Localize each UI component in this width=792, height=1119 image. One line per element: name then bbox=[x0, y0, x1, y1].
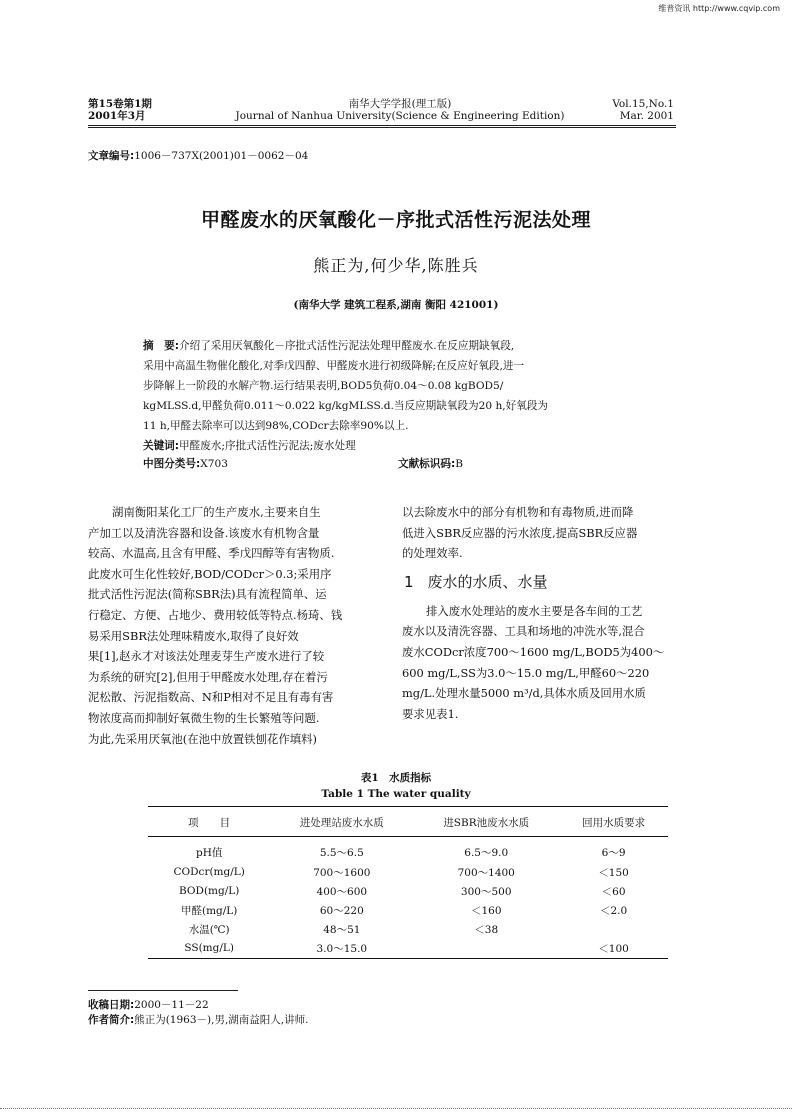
document-code: 文献标识码:B bbox=[398, 458, 464, 470]
classification: 中图分类号:X703 文献标识码:B bbox=[143, 458, 464, 470]
paper-title: 甲醛废水的厌氧酸化－序批式活性污泥法处理 bbox=[200, 209, 591, 231]
water-quality-table bbox=[148, 806, 668, 959]
keywords: 关键词:甲醛废水;序批式活性污泥法;废水处理 bbox=[143, 440, 356, 452]
journal-volume-issue: 第15卷第1期 2001年3月 bbox=[88, 98, 152, 122]
table-header-row: 项 目 进处理站废水水质 进SBR池废水水质 回用水质要求 bbox=[148, 807, 668, 837]
author-list: 熊正为,何少华,陈胜兵 bbox=[313, 256, 479, 275]
footnote-rule bbox=[88, 990, 238, 991]
table-row: CODcr(mg/L) 700～1600 700～1400 ＜150 bbox=[173, 866, 629, 879]
journal-vol-date: Vol.15,No.1 Mar. 2001 bbox=[612, 98, 674, 122]
table-row: BOD(mg/L) 400～600 300～500 ＜60 bbox=[179, 885, 626, 898]
table-row: pH值 5.5～6.5 6.5～9.0 6～9 bbox=[195, 847, 626, 860]
table-row: 甲醛(mg/L) 60～220 ＜160 ＜2.0 bbox=[180, 904, 628, 917]
article-number: 文章编号:1006－737X(2001)01－0062－04 bbox=[88, 150, 309, 162]
table-row: SS(mg/L) 3.0～15.0 ＜100 bbox=[148, 939, 668, 959]
section-heading-1: 1 废水的水质、水量 bbox=[404, 572, 548, 591]
table-row: 水温(℃) 48～51 ＜38 bbox=[188, 923, 499, 936]
body-right-column: 以去除废水中的部分有机物和有毒物质,进而降 低进入SBR反应器的污水浓度,提高SBR反应器 的处理效率. 1 废水的水质、水量 排入废水处理站的废水主要是各车间的工艺 废水以及清洗容器、工具和场地的冲洗水等,混合 废水CODcr浓度700～1600 mg/L,BOD5为400～ 600 mg/L,SS为3.0～15.0 mg/L,甲醛60～220 mg/L.处理水量5000 m³/d,具体水质及回用水质 要求见表1. bbox=[402, 502, 692, 724]
table-caption-en: Table 1 The water quality bbox=[321, 788, 471, 800]
table-caption-cn: 表1 水质指标 bbox=[360, 772, 432, 784]
body-left-column: 湖南衡阳某化工厂的生产废水,主要来自生 产加工以及清洗容器和设备.该废水有机物含量 较高、水温高,且含有甲醛、季戊四醇等有害物质. 此废水可生化性较好,BOD/CODcr＞0.3;采用序 批式活性污泥法(简称SBR法)具有流程简单、运 行稳定、方便、占地少、费用较低等特点.杨琦、钱 易采用SBR法处理味精废水,取得了良好效 果[1],赵永才对该法处理麦芽生产废水进行了较 为系统的研究[2],但用于甲醛废水处理,存在着污 泥松散、污泥指数高、N和P相对不足且有毒有害 物浓度高而抑制好氧微生物的生长繁殖等问题. 为此,先采用厌氧池(在池中放置铁刨花作填料) bbox=[88, 505, 343, 746]
journal-name: 南华大学学报(理工版) Journal of Nanhua University(Science & Engineering Edition) bbox=[235, 98, 565, 122]
affiliation: (南华大学 建筑工程系,湖南 衡阳 421001) bbox=[293, 299, 499, 311]
abstract-label: 摘 要: bbox=[143, 340, 180, 352]
source-watermark: 维普资讯 http://www.cqvip.com bbox=[658, 4, 780, 13]
scan-edge bbox=[0, 1108, 792, 1109]
abstract: 摘 要:介绍了采用厌氧酸化－序批式活性污泥法处理甲醛废水.在反应期缺氧段, 采用中高温生物催化酸化,对季戊四醇、甲醛废水进行初级降解;在反应好氧段,进一 步降解上一阶段的水解产物.运行结果表明,BOD5负荷0.04～0.08 kgBOD5/ kgMLSS.d,甲醛负荷0.011～0.022 kg/kgMLSS.d.当反应期缺氧段为20 h,好氧段为 11 h,甲醛去除率可以达到98%,CODcr去除率90%以上. 关键词:甲醛废水;序批式活性污泥法;废水处理 bbox=[143, 336, 663, 456]
footnote-author-bio: 作者简介:熊正为(1963－),男,湖南益阳人,讲师. bbox=[88, 1014, 309, 1026]
footnote-received-date: 收稿日期:2000－11－22 bbox=[88, 999, 209, 1011]
header-rule-thin bbox=[88, 127, 676, 128]
header-rule bbox=[88, 125, 676, 126]
